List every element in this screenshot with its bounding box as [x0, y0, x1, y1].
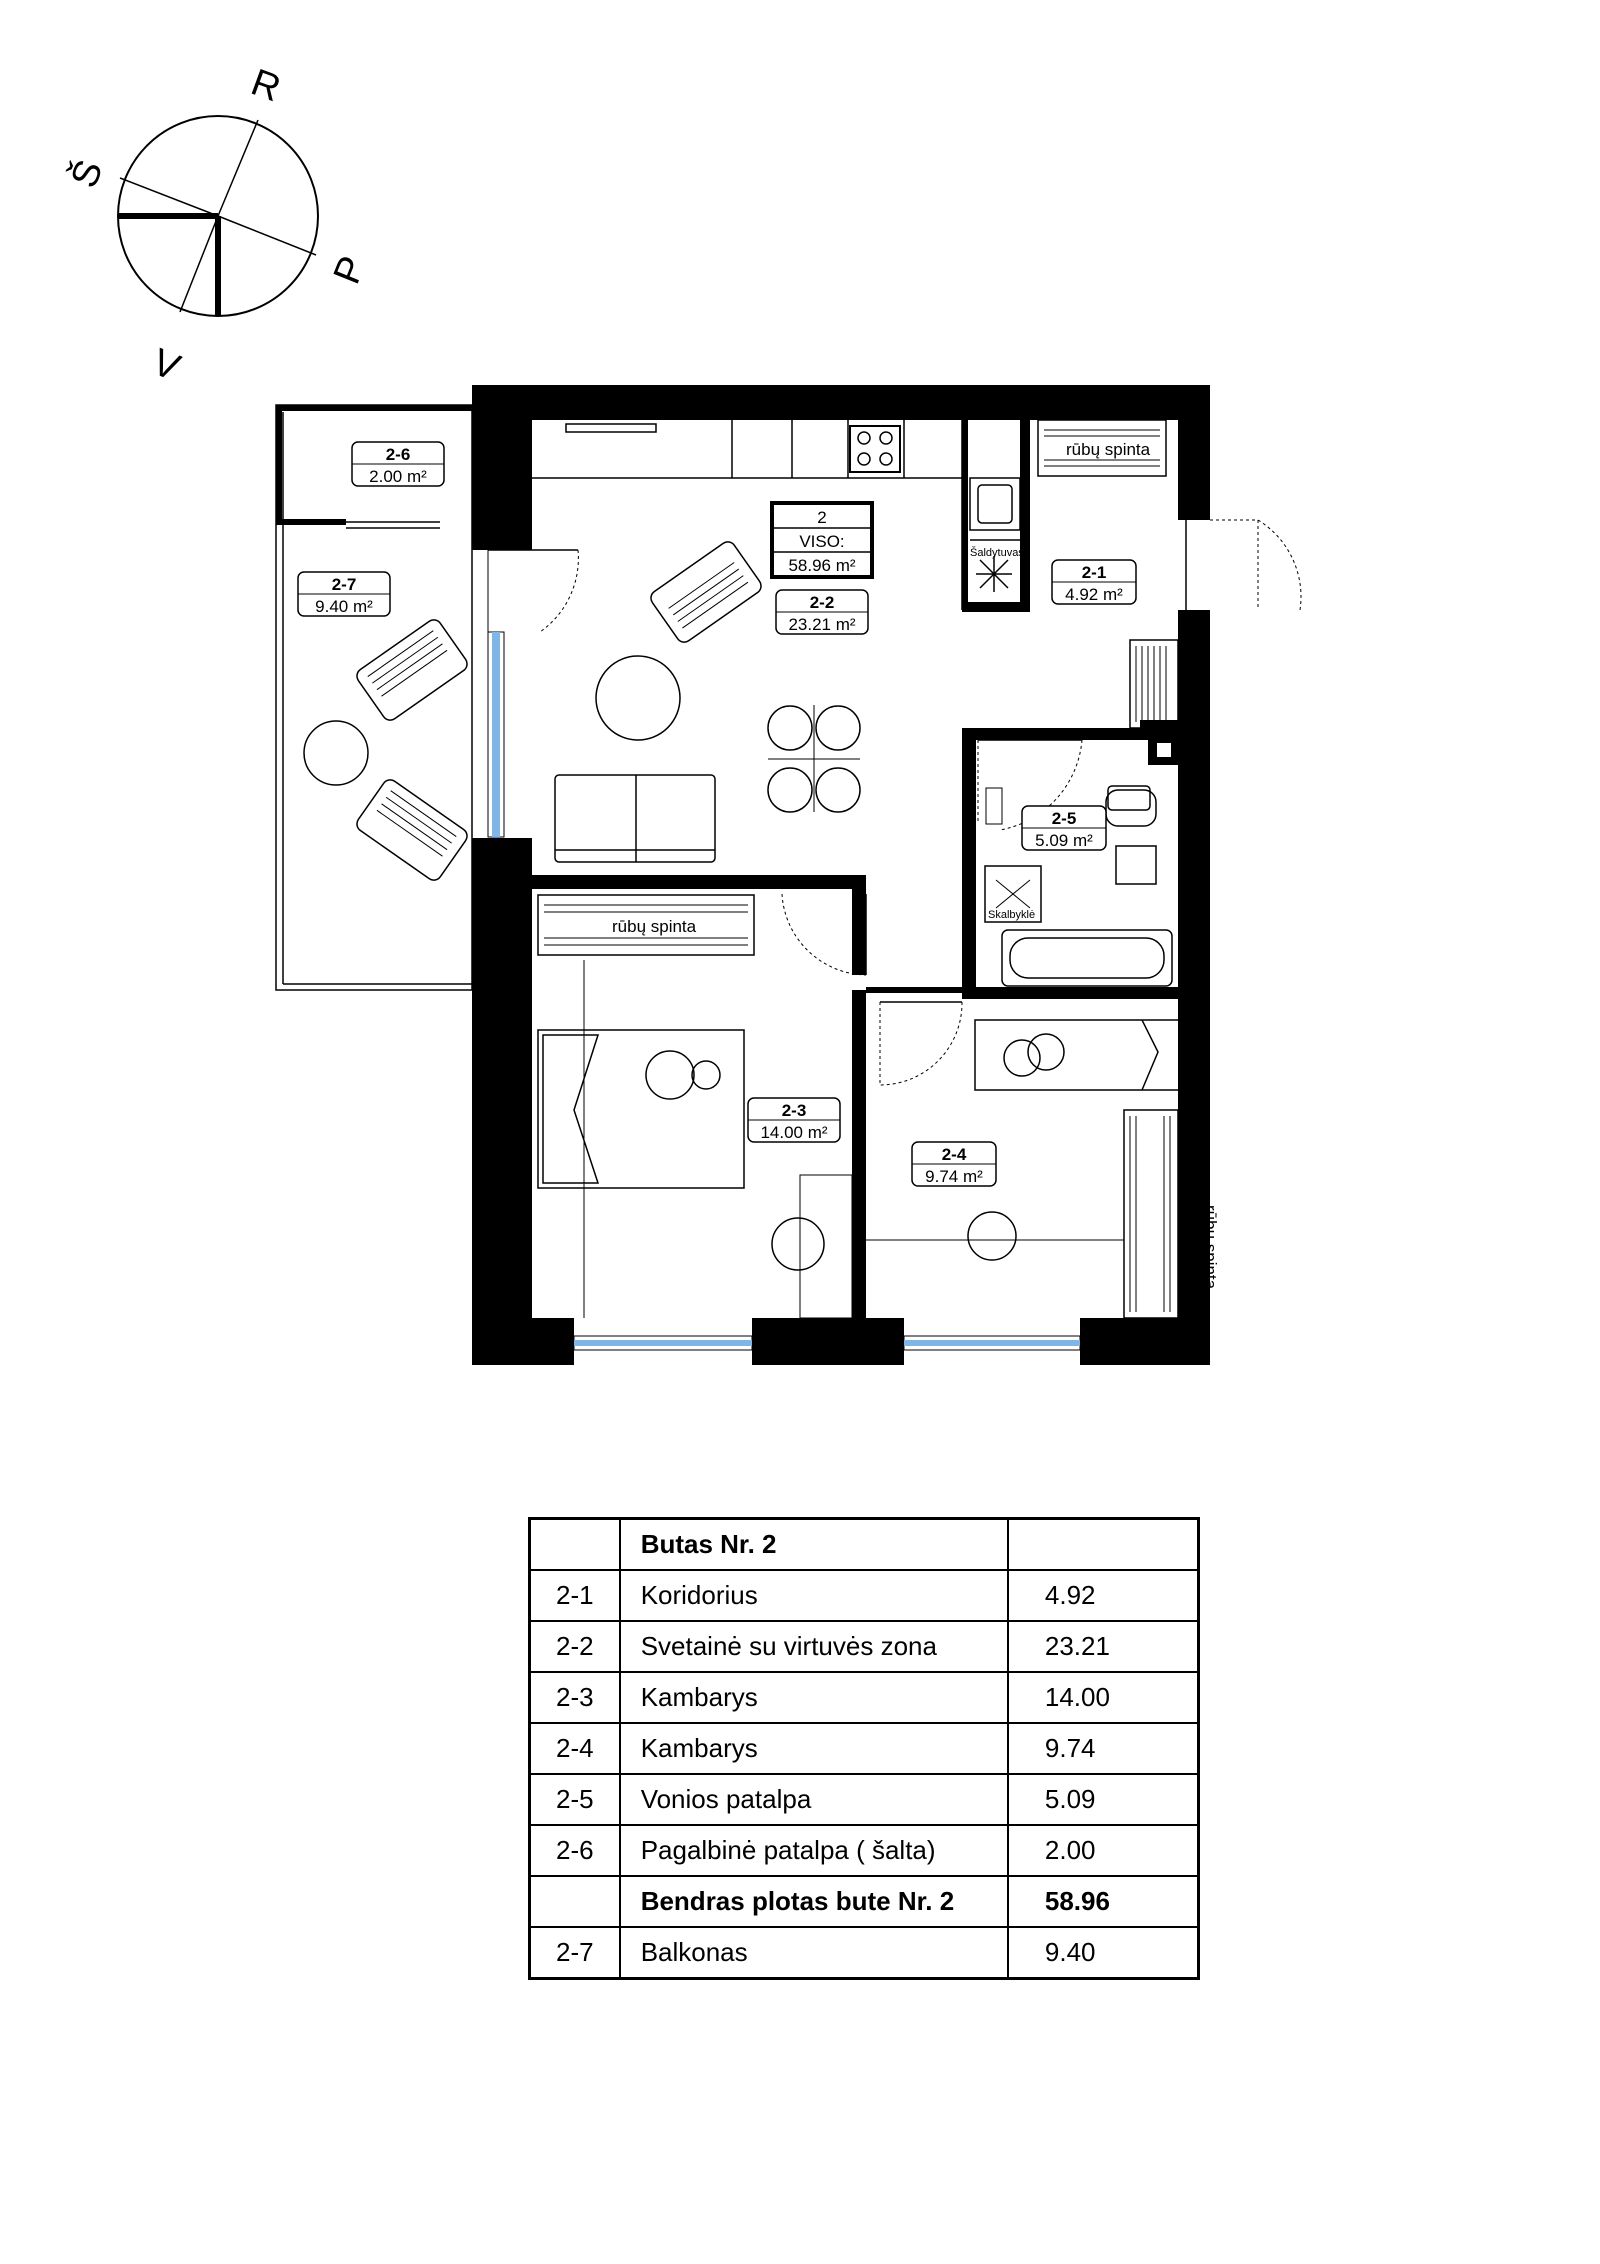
table-row: 2-6 Pagalbinė patalpa ( šalta) 2.00: [530, 1825, 1199, 1876]
dining-table: [768, 705, 860, 812]
table-row: 2-4 Kambarys 9.74: [530, 1723, 1199, 1774]
svg-text:2-1: 2-1: [1081, 563, 1107, 582]
svg-text:2.00 m²: 2.00 m²: [369, 467, 427, 486]
room-label-2-5: [1022, 806, 1106, 850]
wardrobe-label-hall: rūbų spinta: [1066, 440, 1151, 459]
balcony-chair: [354, 777, 470, 884]
svg-text:14.00 m²: 14.00 m²: [760, 1123, 828, 1142]
room-label-2-4: [912, 1142, 996, 1186]
stove-icon: [850, 426, 900, 472]
balcony-chair: [354, 617, 470, 724]
svg-text:5.09 m²: 5.09 m²: [1035, 831, 1093, 850]
svg-text:58.96 m²: 58.96 m²: [788, 556, 856, 575]
compass: [61, 61, 374, 389]
svg-text:2-7: 2-7: [331, 575, 357, 594]
room-label-2-6: [352, 442, 444, 486]
table-header-row: [530, 1519, 1199, 1571]
svg-text:4.92 m²: 4.92 m²: [1065, 585, 1123, 604]
area-table: [528, 1517, 1200, 1980]
compass-east-label: R: [245, 61, 286, 111]
compass-north-label: Š: [63, 154, 112, 194]
fridge-icon: [976, 556, 1012, 592]
svg-text:2-2: 2-2: [809, 593, 835, 612]
svg-text:2-3: 2-3: [781, 1101, 807, 1120]
svg-text:23.21 m²: 23.21 m²: [788, 615, 856, 634]
table-balcony-row: 2-7 Balkonas 9.40: [530, 1927, 1199, 1979]
table-row: 2-2 Svetainė su virtuvės zona 23.21: [530, 1621, 1199, 1672]
svg-text:2-5: 2-5: [1051, 809, 1077, 828]
svg-text:2: 2: [817, 508, 827, 527]
room-label-2-1: [1052, 560, 1136, 604]
room-label-2-7: [298, 572, 390, 616]
wardrobe-label-bedroom: rūbų spinta: [612, 917, 697, 936]
washer-label: Skalbyklė: [988, 909, 1036, 921]
wardrobe-label-room: rūbų spinta: [1201, 1205, 1220, 1290]
table-row: 2-3 Kambarys 14.00: [530, 1672, 1199, 1723]
svg-text:2-6: 2-6: [385, 445, 411, 464]
svg-text:9.74 m²: 9.74 m²: [925, 1167, 983, 1186]
table-title: Butas Nr. 2: [620, 1519, 1008, 1571]
svg-text:2-4: 2-4: [941, 1145, 967, 1164]
svg-text:9.40 m²: 9.40 m²: [315, 597, 373, 616]
apartment-total-box: [772, 503, 872, 577]
balcony: [276, 405, 472, 990]
armchair: [648, 539, 764, 646]
compass-south-label: P: [325, 250, 375, 290]
table-row: 2-5 Vonios patalpa 5.09: [530, 1774, 1199, 1825]
svg-text:VISO:: VISO:: [799, 532, 845, 551]
compass-west-label: V: [146, 341, 186, 390]
table-total-row: Bendras plotas bute Nr. 2 58.96: [530, 1876, 1199, 1927]
table-row: 2-1 Koridorius 4.92: [530, 1570, 1199, 1621]
room-label-2-3: [748, 1098, 840, 1142]
room-label-2-2: [776, 590, 868, 634]
fridge-label: Šaldytuvas: [970, 547, 1024, 559]
living-furniture: [555, 539, 860, 862]
